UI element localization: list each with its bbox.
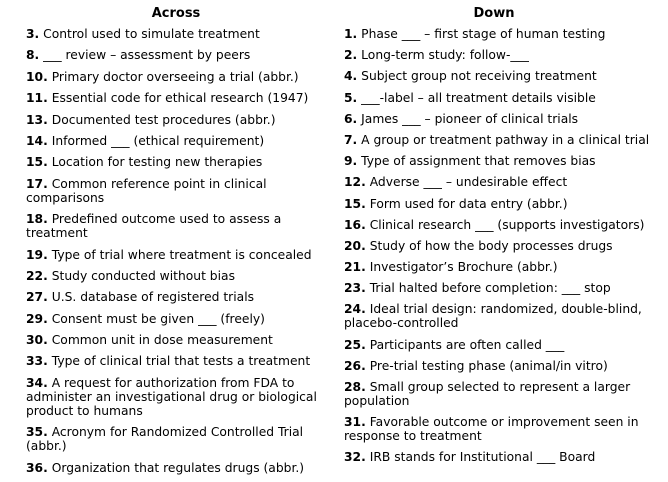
down-clue-list (344, 27, 659, 464)
clue-across: 10. Primary doctor overseeing a trial (abbr.) (26, 69, 299, 84)
clue-across: 15. Location for testing new therapies (26, 155, 263, 170)
clue-down: 25. Participants are often called ___ (344, 337, 565, 352)
clue-across: 19. Type of trial where treatment is concealed (26, 247, 312, 262)
across-column (26, 0, 326, 475)
clue-down: 7. A group or treatment pathway in a clinical trial (344, 132, 650, 147)
clue-across: 8. ___ review – assessment by peers (26, 48, 251, 63)
clue-down: 28. Small group selected to represent a larger population (344, 380, 631, 408)
clue-across: 27. U.S. database of registered trials (26, 290, 255, 305)
clue-across: 11. Essential code for ethical research (1947) (26, 91, 309, 106)
clue-across: 30. Common unit in dose measurement (26, 333, 273, 348)
across-clue-list (26, 27, 326, 475)
clue-down: 2. Long-term study: follow-___ (344, 48, 529, 63)
clue-down: 31. Favorable outcome or improvement seen in response to treatment (344, 415, 639, 444)
clue-down: 12. Adverse ___ – undesirable effect (344, 175, 568, 190)
clue-down: 21. Investigator’s Brochure (abbr.) (344, 260, 558, 275)
clue-down: 9. Type of assignment that removes bias (344, 154, 596, 169)
clue-across: 3. Control used to simulate treatment (26, 27, 260, 41)
clue-down: 1. Phase ___ – first stage of human testing (344, 27, 606, 41)
clue-down: 16. Clinical research ___ (supports investigators) (344, 217, 645, 232)
down-column (344, 0, 659, 464)
clue-down: 20. Study of how the body processes drugs (344, 238, 613, 253)
clue-across: 17. Common reference point in clinical comparisons (26, 176, 267, 205)
down-heading: Down (473, 6, 515, 21)
clue-down: 5. ___-label – all treatment details visible (344, 90, 596, 105)
clue-across: 35. Acronym for Randomized Controlled Trial (abbr.) (26, 425, 304, 454)
clue-across: 29. Consent must be given ___ (freely) (26, 311, 265, 326)
clue-down: 23. Trial halted before completion: ___ stop (344, 281, 611, 296)
clue-across: 18. Predefined outcome used to assess a treatment (26, 212, 282, 241)
clue-across: 22. Study conducted without bias (26, 268, 235, 283)
clue-down: 24. Ideal trial design: randomized, double-blind, placebo-controlled (344, 302, 642, 331)
clue-across: 13. Documented test procedures (abbr.) (26, 112, 276, 127)
clue-across: 34. A request for authorization from FDA to administer an investigational drug or biological product to humans (26, 375, 317, 418)
clue-down: 6. James ___ – pioneer of clinical trials (344, 111, 579, 126)
clue-down: 4. Subject group not receiving treatment (344, 69, 597, 84)
clue-across: 36. Organization that regulates drugs (abbr.) (26, 460, 305, 475)
clue-across: 33. Type of clinical trial that tests a treatment (26, 354, 311, 369)
clue-across: 14. Informed ___ (ethical requirement) (26, 133, 265, 148)
clue-down: 26. Pre-trial testing phase (animal/in vitro) (344, 358, 608, 373)
clue-down: 32. IRB stands for Institutional ___ Board (344, 450, 596, 465)
clue-down: 15. Form used for data entry (abbr.) (344, 196, 568, 211)
across-heading: Across (151, 6, 201, 21)
